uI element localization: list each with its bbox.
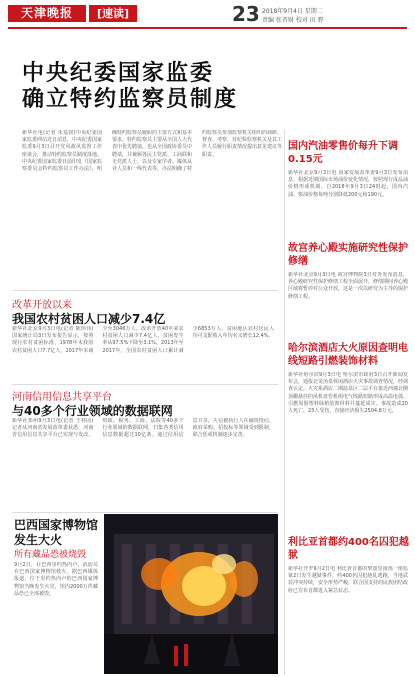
section-label: [速读]	[89, 5, 137, 22]
brief-2-title: 故宫养心殿实施研究性保护修缮	[288, 243, 408, 267]
henan-body: 新华社郑州9月3日电(记者 王林园)记者从河南省发展改革委获悉，河南省信用信息共享平台已实现与发改、财政、税务、工商、法院等40多个行业领域的数据联网，归集各类信用信息数据超过10亿条。通过信用信息共享，失信被执行人在融资授信、政府采购、招投标等领域受到限制，联合惩戒机制逐步完善。	[12, 418, 274, 439]
editor-credits: 责编 张晋财 校对 田 野	[262, 17, 324, 24]
fire-photo	[104, 514, 278, 674]
section-divider	[12, 512, 278, 513]
brief-2-body: 新华社北京9月3日电 故宫博物院3日对外发布消息，养心殿研究性保护修缮工程全面展开，修缮期间养心殿区域将暂停对公众开放，这是一次以研究为主导的保护修缮工程。	[288, 272, 408, 300]
poverty-body: 新华社北京9月3日电(记者 陈炜伟)国家统计局3日发布报告显示，按照现行农村贫困标准，1978年末我国农村贫困人口7.7亿人，2017年末减少至3046万人，改革开放40年来农村贫困人口减少7.4亿人，贫困发生率从97.5%下降至3.1%。2013年至2017年，全国农村贫困人口累计减少6853万人，贫困地区农村居民人均可支配收入年均名义增长12.4%。	[12, 326, 274, 354]
poverty-kicker: 改革开放以来	[12, 300, 72, 311]
poverty-title: 我国农村贫困人口减少7.4亿	[12, 312, 166, 326]
brief-3-body: 新华社哈尔滨9月3日电 哈尔滨市政府3日召开新闻发布会，通报北龙汤泉休闲酒店火灾事故调查情况，经调查认定，火灾系酒店二期温泉区二层平台靠近西墙北侧顶棚悬挂的风机盘管机组电气线路短路形成高温电弧，引燃周围塑料绿植装饰材料并蔓延成灾。事故造成20人死亡、23人受伤，直接经济损失2504.8万元。	[288, 372, 408, 415]
page-number: 23	[232, 2, 260, 26]
brief-1-body: 新华社北京9月3日电 国家发展改革委9月3日发布消息，根据近期国际市场油价变化情况，按照现行成品油价格形成机制，自2018年9月3日24时起，国内汽油、柴油价格每吨分别降低200元和190元。	[288, 170, 408, 198]
brazil-subtitle: 所有藏品恐被烧毁	[14, 550, 87, 560]
lead-headline-line2: 确立特约监察员制度	[22, 87, 239, 112]
newspaper-logo: 天津晚报	[8, 5, 86, 22]
section-divider	[12, 384, 278, 385]
brazil-caption: 9月2日，在巴西里约热内卢，消防员在巴西国家博物馆救火。据巴西媒体报道，位于里约热内卢的巴西国家博物馆当晚发生火灾，馆内2000万件藏品恐已全部被毁。	[14, 562, 98, 597]
column-divider	[284, 130, 285, 675]
henan-kicker: 河南信用信息共享平台	[12, 392, 112, 403]
brief-4-title: 利比亚首都约400名囚犯越狱	[288, 537, 409, 561]
brief-1-title: 国内汽油零售价每升下调0.15元	[288, 141, 398, 165]
dateline: 2018年9月4日 星期二	[262, 8, 323, 15]
brazil-title-line1: 巴西国家博物馆	[14, 518, 99, 532]
fire-scene-image	[104, 514, 278, 674]
brief-4-body: 新华社开罗9月2日电 利比亚首都的黎波里南部一座监狱2日发生越狱事件，约400名囚犯趁乱逃跑。当地武装冲突持续，安全形势严峻，联合国支持的民族团结政府已宣布首都进入紧急状态。	[288, 566, 408, 594]
brazil-title-line2: 发生大火	[14, 533, 63, 547]
masthead	[0, 0, 415, 52]
lead-headline-line1: 中央纪委国家监委	[22, 61, 215, 86]
section-divider	[12, 290, 278, 291]
brief-3-title: 哈尔滨酒店大火原因查明电线短路引燃装饰材料	[288, 343, 408, 367]
masthead-rule	[8, 27, 407, 29]
henan-title: 与40多个行业领域的数据联网	[12, 404, 173, 418]
lead-article-body: 新华社电(记者 朱基钗)中央纪委国家监委网站近日消息，中央纪委国家监委9月3日召开党风政风监督工作座谈会，推动特约监察员制度落地。中央纪委国家监委日前印发《国家监察委员会特约监察员工作办法》，明确特约监察员履职的主要方式和基本要求。特约监察员主要从全国人大代表中优先聘请，也从全国政协委员中聘请，并兼顾各民主党派、工商联和无党派人士，以及专家学者、媒体从业人员和一线代表等。办法明确了特约监察员参加监察机关组织的调研、督查、考察，对纪检监察机关及其工作人员履行职责情况提出意见建议等职责。	[22, 130, 282, 173]
